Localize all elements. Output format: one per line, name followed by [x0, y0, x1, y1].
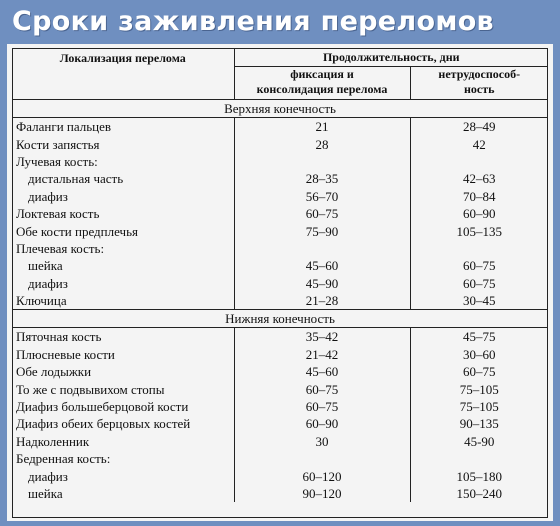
cell-disability: 60–90 [463, 206, 496, 222]
table-row [12, 415, 548, 432]
table-row [12, 292, 548, 310]
section-header [12, 310, 548, 328]
cell-localization: Локтевая кость [12, 205, 234, 222]
header-disability [410, 66, 548, 99]
cell-disability [410, 450, 548, 467]
cell-fixation [234, 153, 410, 170]
cell-disability: 70–84 [463, 188, 496, 204]
table-row [12, 275, 548, 292]
cell-fixation: 60–90 [234, 415, 410, 432]
cell-localization: Обе кости предплечья [12, 222, 234, 239]
table-row [12, 118, 548, 136]
header-fixation-line2: консолидация перелома [256, 81, 388, 96]
cell-disability: 60–75 [463, 364, 496, 380]
table-row [12, 485, 548, 502]
cell-disability: 75–105 [459, 381, 499, 397]
cell-fixation: 75–90 [234, 222, 410, 239]
cell-disability: 105–180 [456, 468, 502, 484]
table-row [12, 240, 548, 257]
section-header [12, 100, 548, 118]
page-title: Сроки заживления переломов [12, 6, 494, 37]
cell-localization: Диафиз обеих берцовых костей [12, 415, 234, 432]
cell-localization: Кости запястья [12, 135, 234, 152]
cell-fixation: 21–42 [234, 346, 410, 363]
cell-fixation: 90–120 [234, 485, 410, 502]
cell-fixation: 45–60 [234, 363, 410, 380]
cell-localization: Плечевая кость: [12, 240, 234, 257]
table-row [12, 467, 548, 484]
cell-disability [410, 240, 548, 257]
cell-fixation: 21–28 [234, 292, 410, 310]
cell-fixation: 28–35 [234, 170, 410, 187]
cell-localization: Лучевая кость: [12, 153, 234, 170]
table-body [12, 100, 548, 503]
table-row [12, 135, 548, 152]
header-localization: Локализация перелома [12, 49, 234, 100]
table-row [12, 328, 548, 346]
table-row [12, 170, 548, 187]
table-row [12, 257, 548, 274]
cell-disability [410, 153, 548, 170]
table-row [12, 363, 548, 380]
cell-fixation: 60–75 [234, 380, 410, 397]
table-row [12, 433, 548, 450]
cell-disability: 42 [472, 136, 486, 152]
cell-fixation: 45–90 [234, 275, 410, 292]
cell-localization: Диафиз большеберцовой кости [12, 398, 234, 415]
cell-fixation: 60–120 [234, 467, 410, 484]
table-header [12, 49, 548, 100]
section-title: Верхняя конечность [12, 100, 548, 118]
cell-disability: 60–75 [463, 275, 496, 291]
cell-disability: 42–63 [463, 171, 496, 187]
cell-localization: дистальная часть [12, 170, 234, 187]
cell-fixation: 30 [234, 433, 410, 450]
cell-fixation [234, 240, 410, 257]
cell-fixation: 35–42 [234, 328, 410, 346]
cell-fixation: 45–60 [234, 257, 410, 274]
section-title: Нижняя конечность [12, 310, 548, 328]
cell-localization: шейка [12, 257, 234, 274]
cell-localization: Надколенник [12, 433, 234, 450]
cell-localization: Бедренная кость: [12, 450, 234, 467]
table-row [12, 188, 548, 205]
table-row [12, 398, 548, 415]
cell-localization: То же с подвывихом стопы [12, 380, 234, 397]
cell-disability: 45–75 [463, 329, 496, 345]
cell-disability: 30–45 [463, 293, 496, 309]
header-disability-line2: ность [464, 81, 495, 96]
table-row [12, 222, 548, 239]
cell-disability: 45-90 [464, 433, 495, 449]
fracture-healing-table [12, 48, 548, 502]
cell-disability: 150–240 [456, 486, 502, 501]
cell-fixation [234, 450, 410, 467]
cell-localization: диафиз [12, 188, 234, 205]
cell-localization: диафиз [12, 275, 234, 292]
cell-disability: 60–75 [463, 258, 496, 274]
cell-fixation: 21 [234, 118, 410, 136]
header-fixation [234, 66, 410, 99]
cell-disability: 75–105 [459, 399, 499, 415]
cell-disability: 28–49 [463, 119, 496, 135]
table-row [12, 153, 548, 170]
cell-localization: Пяточная кость [12, 328, 234, 346]
header-disability-line1: нетрудоспособ- [438, 66, 521, 81]
header-fixation-line1: фиксация и [290, 66, 354, 81]
cell-disability: 105–135 [456, 223, 502, 239]
cell-localization: Плюсневые кости [12, 346, 234, 363]
cell-fixation: 60–75 [234, 398, 410, 415]
cell-localization: шейка [12, 485, 234, 502]
cell-fixation: 28 [234, 135, 410, 152]
cell-fixation: 60–75 [234, 205, 410, 222]
cell-localization: Фаланги пальцев [12, 118, 234, 136]
table-row [12, 346, 548, 363]
cell-disability: 90–135 [459, 416, 499, 432]
header-duration: Продолжительность, дни [234, 49, 548, 67]
cell-disability: 30–60 [463, 346, 496, 362]
table-row [12, 380, 548, 397]
cell-localization: Ключица [12, 292, 234, 310]
cell-fixation: 56–70 [234, 188, 410, 205]
table-row [12, 450, 548, 467]
table-row [12, 205, 548, 222]
cell-localization: диафиз [12, 467, 234, 484]
table-card [7, 44, 553, 521]
cell-localization: Обе лодыжки [12, 363, 234, 380]
